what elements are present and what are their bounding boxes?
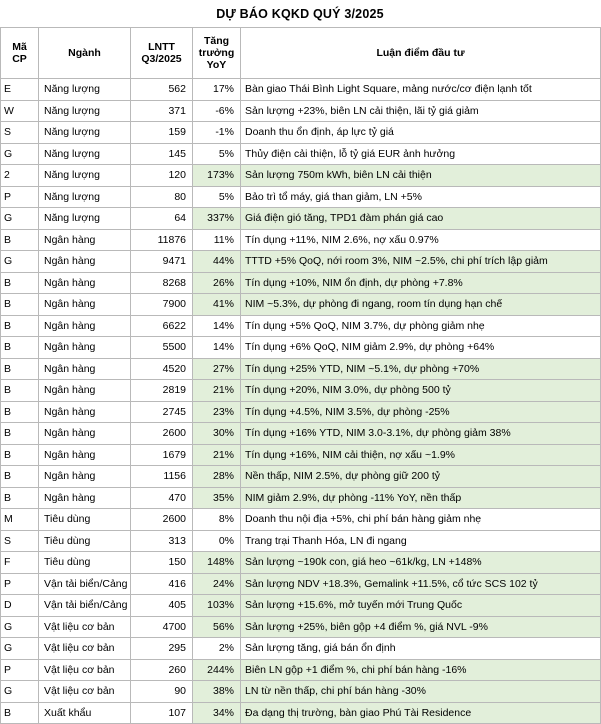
cell-ticker: B xyxy=(1,294,39,316)
table-row xyxy=(1,595,601,617)
cell-ticker: B xyxy=(1,358,39,380)
column-header-growth: Tăng trưởng YoY xyxy=(193,28,241,79)
cell-thesis: Tín dụng +20%, NIM 3.0%, dự phòng 500 tỷ xyxy=(241,380,601,402)
cell-growth: -1% xyxy=(193,122,241,144)
cell-lntt: 6622 xyxy=(131,315,193,337)
cell-ticker: B xyxy=(1,272,39,294)
cell-growth: 337% xyxy=(193,208,241,230)
cell-ticker: B xyxy=(1,423,39,445)
column-header-lntt: LNTT Q3/2025 xyxy=(131,28,193,79)
cell-thesis: Sản lượng +15.6%, mở tuyến mới Trung Quốc xyxy=(241,595,601,617)
document-title: DỰ BÁO KQKD QUÝ 3/2025 xyxy=(216,7,384,21)
cell-sector: Ngân hàng xyxy=(39,229,131,251)
cell-growth: 28% xyxy=(193,466,241,488)
cell-ticker: B xyxy=(1,380,39,402)
cell-sector: Ngân hàng xyxy=(39,444,131,466)
cell-growth: 8% xyxy=(193,509,241,531)
cell-thesis: Bảo trì tổ máy, giá than giảm, LN +5% xyxy=(241,186,601,208)
cell-growth: 244% xyxy=(193,659,241,681)
cell-growth: 41% xyxy=(193,294,241,316)
cell-sector: Tiêu dùng xyxy=(39,509,131,531)
cell-growth: 56% xyxy=(193,616,241,638)
table-row xyxy=(1,423,601,445)
cell-lntt: 90 xyxy=(131,681,193,703)
cell-thesis: LN từ nền thấp, chi phí bán hàng -30% xyxy=(241,681,601,703)
table-row xyxy=(1,229,601,251)
cell-growth: 14% xyxy=(193,337,241,359)
cell-growth: 34% xyxy=(193,702,241,724)
cell-lntt: 405 xyxy=(131,595,193,617)
table-row xyxy=(1,122,601,144)
table-row xyxy=(1,487,601,509)
cell-lntt: 107 xyxy=(131,702,193,724)
table-row xyxy=(1,444,601,466)
cell-sector: Ngân hàng xyxy=(39,358,131,380)
table-row xyxy=(1,466,601,488)
table-row xyxy=(1,681,601,703)
cell-ticker: M xyxy=(1,509,39,531)
cell-thesis: Thủy điện cải thiện, lỗ tỷ giá EUR ảnh hưởng xyxy=(241,143,601,165)
cell-lntt: 80 xyxy=(131,186,193,208)
table-row xyxy=(1,530,601,552)
cell-thesis: Sản lượng tăng, giá bán ổn định xyxy=(241,638,601,660)
cell-sector: Vận tải biển/Cảng xyxy=(39,595,131,617)
cell-ticker: S xyxy=(1,530,39,552)
column-header-thesis: Luận điểm đầu tư xyxy=(241,28,601,79)
cell-lntt: 64 xyxy=(131,208,193,230)
cell-lntt: 1156 xyxy=(131,466,193,488)
cell-sector: Vận tải biển/Cảng xyxy=(39,573,131,595)
cell-sector: Ngân hàng xyxy=(39,272,131,294)
cell-thesis: Tín dụng +25% YTD, NIM ~5.1%, dự phòng +70% xyxy=(241,358,601,380)
table-row xyxy=(1,509,601,531)
table-row xyxy=(1,208,601,230)
cell-growth: -6% xyxy=(193,100,241,122)
cell-growth: 38% xyxy=(193,681,241,703)
table-body xyxy=(1,79,601,724)
cell-ticker: S xyxy=(1,122,39,144)
table-row xyxy=(1,186,601,208)
cell-growth: 103% xyxy=(193,595,241,617)
cell-lntt: 313 xyxy=(131,530,193,552)
cell-thesis: TTTD +5% QoQ, nới room 3%, NIM ~2.5%, chi phí trích lập giảm xyxy=(241,251,601,273)
cell-thesis: Tín dụng +4.5%, NIM 3.5%, dự phòng -25% xyxy=(241,401,601,423)
cell-lntt: 1679 xyxy=(131,444,193,466)
cell-thesis: Trang trại Thanh Hóa, LN đi ngang xyxy=(241,530,601,552)
cell-thesis: Giá điện gió tăng, TPD1 đàm phán giá cao xyxy=(241,208,601,230)
table-row xyxy=(1,165,601,187)
cell-growth: 11% xyxy=(193,229,241,251)
forecast-table xyxy=(0,27,601,724)
table-row xyxy=(1,552,601,574)
cell-thesis: Sản lượng +25%, biên gộp +4 điểm %, giá NVL -9% xyxy=(241,616,601,638)
cell-ticker: B xyxy=(1,466,39,488)
cell-sector: Năng lượng xyxy=(39,100,131,122)
cell-ticker: P xyxy=(1,659,39,681)
cell-sector: Ngân hàng xyxy=(39,487,131,509)
cell-lntt: 562 xyxy=(131,79,193,101)
cell-sector: Năng lượng xyxy=(39,143,131,165)
cell-ticker: G xyxy=(1,208,39,230)
cell-sector: Ngân hàng xyxy=(39,466,131,488)
cell-sector: Xuất khẩu xyxy=(39,702,131,724)
table-header xyxy=(1,28,601,79)
cell-growth: 27% xyxy=(193,358,241,380)
cell-ticker: G xyxy=(1,616,39,638)
cell-ticker: B xyxy=(1,487,39,509)
cell-lntt: 9471 xyxy=(131,251,193,273)
table-row xyxy=(1,638,601,660)
cell-thesis: Doanh thu ổn định, áp lực tỷ giá xyxy=(241,122,601,144)
cell-growth: 21% xyxy=(193,444,241,466)
cell-growth: 14% xyxy=(193,315,241,337)
cell-ticker: D xyxy=(1,595,39,617)
table-row xyxy=(1,100,601,122)
cell-lntt: 4520 xyxy=(131,358,193,380)
cell-growth: 0% xyxy=(193,530,241,552)
table-row xyxy=(1,251,601,273)
cell-sector: Tiêu dùng xyxy=(39,530,131,552)
cell-sector: Vật liệu cơ bản xyxy=(39,616,131,638)
cell-thesis: Đa dạng thị trường, bàn giao Phú Tài Residence xyxy=(241,702,601,724)
cell-sector: Ngân hàng xyxy=(39,294,131,316)
cell-sector: Năng lượng xyxy=(39,165,131,187)
cell-thesis: NIM giảm 2.9%, dự phòng -11% YoY, nền thấp xyxy=(241,487,601,509)
cell-lntt: 416 xyxy=(131,573,193,595)
cell-sector: Ngân hàng xyxy=(39,251,131,273)
cell-ticker: G xyxy=(1,681,39,703)
cell-growth: 21% xyxy=(193,380,241,402)
cell-thesis: Bàn giao Thái Bình Light Square, mảng nước/cơ điện lạnh tốt xyxy=(241,79,601,101)
table-row xyxy=(1,573,601,595)
cell-ticker: B xyxy=(1,315,39,337)
cell-lntt: 470 xyxy=(131,487,193,509)
cell-ticker: E xyxy=(1,79,39,101)
cell-lntt: 2600 xyxy=(131,509,193,531)
cell-thesis: Sản lượng NDV +18.3%, Gemalink +11.5%, cổ tức SCS 102 tỷ xyxy=(241,573,601,595)
cell-sector: Năng lượng xyxy=(39,122,131,144)
cell-growth: 26% xyxy=(193,272,241,294)
cell-thesis: Sản lượng +23%, biên LN cải thiện, lãi tỷ giá giảm xyxy=(241,100,601,122)
cell-growth: 24% xyxy=(193,573,241,595)
table-row xyxy=(1,294,601,316)
cell-thesis: Doanh thu nội địa +5%, chi phí bán hàng giảm nhẹ xyxy=(241,509,601,531)
table-row xyxy=(1,272,601,294)
cell-growth: 44% xyxy=(193,251,241,273)
cell-ticker: 2 xyxy=(1,165,39,187)
cell-thesis: Sản lượng 750m kWh, biên LN cải thiện xyxy=(241,165,601,187)
cell-ticker: B xyxy=(1,337,39,359)
cell-thesis: NIM ~5.3%, dự phòng đi ngang, room tín dụng hạn chế xyxy=(241,294,601,316)
cell-growth: 17% xyxy=(193,79,241,101)
cell-lntt: 295 xyxy=(131,638,193,660)
cell-lntt: 2819 xyxy=(131,380,193,402)
cell-sector: Ngân hàng xyxy=(39,423,131,445)
cell-growth: 173% xyxy=(193,165,241,187)
cell-lntt: 120 xyxy=(131,165,193,187)
cell-sector: Ngân hàng xyxy=(39,337,131,359)
cell-sector: Năng lượng xyxy=(39,208,131,230)
cell-growth: 30% xyxy=(193,423,241,445)
cell-sector: Năng lượng xyxy=(39,186,131,208)
column-header-ticker: Mã CP xyxy=(1,28,39,79)
cell-thesis: Tín dụng +16%, NIM cải thiện, nợ xấu ~1.9% xyxy=(241,444,601,466)
table-row xyxy=(1,143,601,165)
cell-thesis: Biên LN gộp +1 điểm %, chi phí bán hàng -16% xyxy=(241,659,601,681)
cell-ticker: G xyxy=(1,143,39,165)
cell-lntt: 11876 xyxy=(131,229,193,251)
cell-ticker: P xyxy=(1,186,39,208)
table-row xyxy=(1,659,601,681)
cell-sector: Năng lượng xyxy=(39,79,131,101)
cell-growth: 5% xyxy=(193,186,241,208)
table-row xyxy=(1,380,601,402)
cell-sector: Vật liệu cơ bản xyxy=(39,638,131,660)
cell-lntt: 8268 xyxy=(131,272,193,294)
cell-sector: Tiêu dùng xyxy=(39,552,131,574)
cell-ticker: F xyxy=(1,552,39,574)
cell-ticker: B xyxy=(1,444,39,466)
cell-ticker: G xyxy=(1,638,39,660)
table-row xyxy=(1,358,601,380)
cell-sector: Ngân hàng xyxy=(39,380,131,402)
cell-sector: Vật liệu cơ bản xyxy=(39,681,131,703)
cell-thesis: Tín dụng +11%, NIM 2.6%, nợ xấu 0.97% xyxy=(241,229,601,251)
cell-thesis: Tín dụng +10%, NIM ổn định, dự phòng +7.8% xyxy=(241,272,601,294)
cell-sector: Ngân hàng xyxy=(39,315,131,337)
table-row xyxy=(1,401,601,423)
cell-growth: 5% xyxy=(193,143,241,165)
cell-lntt: 5500 xyxy=(131,337,193,359)
cell-thesis: Sản lượng ~190k con, giá heo ~61k/kg, LN +148% xyxy=(241,552,601,574)
cell-ticker: W xyxy=(1,100,39,122)
cell-ticker: B xyxy=(1,229,39,251)
cell-sector: Vật liệu cơ bản xyxy=(39,659,131,681)
cell-ticker: B xyxy=(1,401,39,423)
cell-thesis: Tín dụng +6% QoQ, NIM giảm 2.9%, dự phòng +64% xyxy=(241,337,601,359)
cell-thesis: Tín dụng +5% QoQ, NIM 3.7%, dự phòng giảm nhẹ xyxy=(241,315,601,337)
cell-growth: 2% xyxy=(193,638,241,660)
cell-lntt: 7900 xyxy=(131,294,193,316)
table-header-row xyxy=(1,28,601,79)
table-row xyxy=(1,79,601,101)
cell-lntt: 2745 xyxy=(131,401,193,423)
cell-ticker: B xyxy=(1,702,39,724)
table-row xyxy=(1,315,601,337)
cell-growth: 35% xyxy=(193,487,241,509)
column-header-sector: Ngành xyxy=(39,28,131,79)
cell-lntt: 159 xyxy=(131,122,193,144)
table-row xyxy=(1,337,601,359)
cell-growth: 23% xyxy=(193,401,241,423)
cell-lntt: 4700 xyxy=(131,616,193,638)
cell-lntt: 145 xyxy=(131,143,193,165)
table-row xyxy=(1,702,601,724)
cell-ticker: P xyxy=(1,573,39,595)
table-row xyxy=(1,616,601,638)
cell-lntt: 2600 xyxy=(131,423,193,445)
cell-thesis: Nền thấp, NIM 2.5%, dự phòng giữ 200 tỷ xyxy=(241,466,601,488)
cell-lntt: 260 xyxy=(131,659,193,681)
cell-thesis: Tín dụng +16% YTD, NIM 3.0-3.1%, dự phòng giảm 38% xyxy=(241,423,601,445)
cell-lntt: 371 xyxy=(131,100,193,122)
cell-growth: 148% xyxy=(193,552,241,574)
cell-sector: Ngân hàng xyxy=(39,401,131,423)
cell-lntt: 150 xyxy=(131,552,193,574)
cell-ticker: G xyxy=(1,251,39,273)
